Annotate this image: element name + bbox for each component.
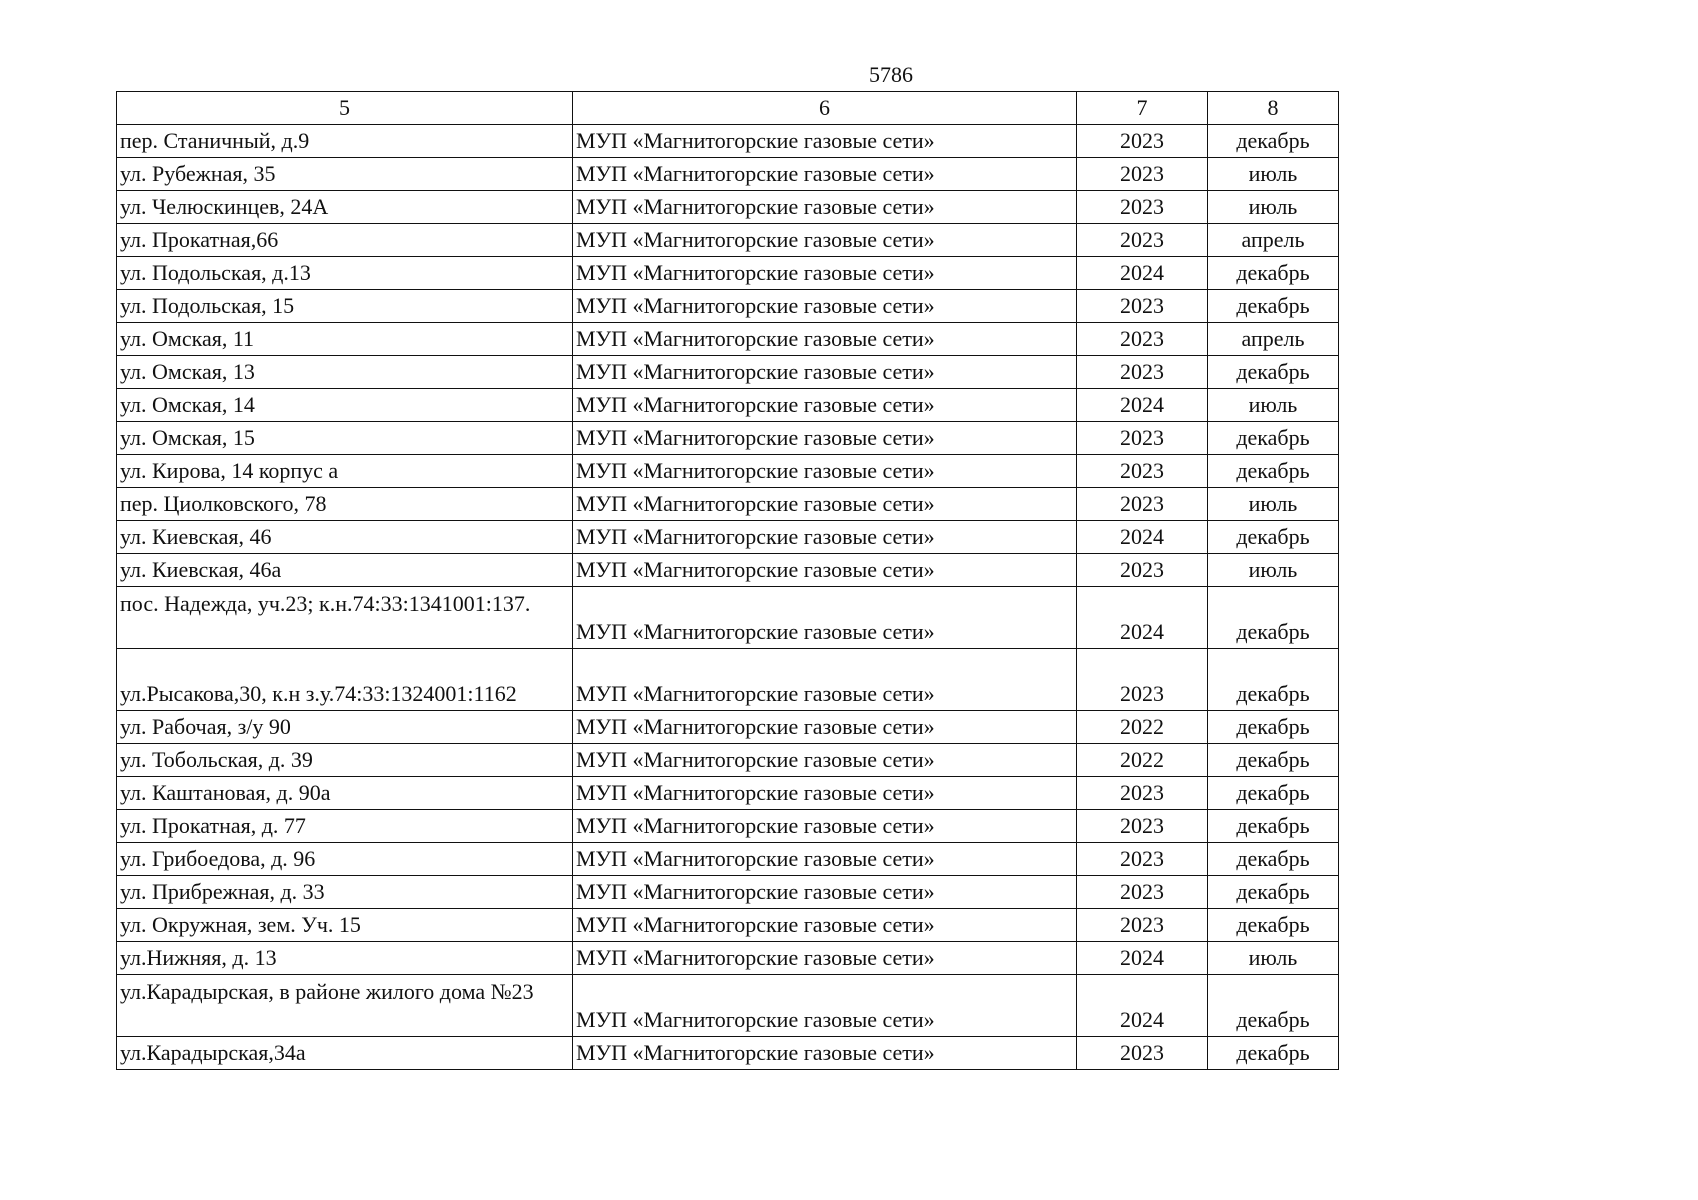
header-col-6: 6 [573, 92, 1077, 125]
cell-month: декабрь [1208, 909, 1339, 942]
cell-organization: МУП «Магнитогорские газовые сети» [573, 843, 1077, 876]
cell-address: ул.Карадырская, в районе жилого дома №23 [117, 975, 573, 1037]
cell-month: декабрь [1208, 125, 1339, 158]
cell-organization: МУП «Магнитогорские газовые сети» [573, 389, 1077, 422]
cell-year: 2023 [1077, 909, 1208, 942]
table-row [117, 422, 1339, 455]
cell-address: ул. Киевская, 46а [117, 554, 573, 587]
cell-organization: МУП «Магнитогорские газовые сети» [573, 587, 1077, 649]
cell-organization: МУП «Магнитогорские газовые сети» [573, 257, 1077, 290]
table-body [117, 92, 1339, 1070]
cell-month: декабрь [1208, 876, 1339, 909]
table-row [117, 125, 1339, 158]
cell-address: ул. Прибрежная, д. 33 [117, 876, 573, 909]
table-row [117, 649, 1339, 711]
cell-year: 2023 [1077, 191, 1208, 224]
cell-address: ул. Прокатная, д. 77 [117, 810, 573, 843]
cell-address: пос. Надежда, уч.23; к.н.74:33:1341001:137. [117, 587, 573, 649]
cell-month: декабрь [1208, 777, 1339, 810]
cell-organization: МУП «Магнитогорские газовые сети» [573, 975, 1077, 1037]
table-row [117, 810, 1339, 843]
table-row [117, 843, 1339, 876]
cell-address: ул. Каштановая, д. 90а [117, 777, 573, 810]
cell-month: декабрь [1208, 649, 1339, 711]
cell-address: ул. Омская, 13 [117, 356, 573, 389]
table-row [117, 975, 1339, 1037]
cell-year: 2024 [1077, 389, 1208, 422]
cell-organization: МУП «Магнитогорские газовые сети» [573, 224, 1077, 257]
cell-address: ул.Нижняя, д. 13 [117, 942, 573, 975]
cell-year: 2023 [1077, 422, 1208, 455]
cell-address: ул. Прокатная,66 [117, 224, 573, 257]
cell-month: декабрь [1208, 257, 1339, 290]
cell-year: 2024 [1077, 942, 1208, 975]
table-row [117, 488, 1339, 521]
table-row [117, 909, 1339, 942]
cell-organization: МУП «Магнитогорские газовые сети» [573, 909, 1077, 942]
cell-organization: МУП «Магнитогорские газовые сети» [573, 777, 1077, 810]
table-row [117, 744, 1339, 777]
cell-year: 2024 [1077, 257, 1208, 290]
cell-address: ул. Тобольская, д. 39 [117, 744, 573, 777]
cell-month: декабрь [1208, 744, 1339, 777]
cell-month: апрель [1208, 224, 1339, 257]
cell-address: ул. Омская, 11 [117, 323, 573, 356]
table-row [117, 290, 1339, 323]
cell-organization: МУП «Магнитогорские газовые сети» [573, 158, 1077, 191]
cell-year: 2024 [1077, 975, 1208, 1037]
cell-address: ул. Подольская, д.13 [117, 257, 573, 290]
cell-organization: МУП «Магнитогорские газовые сети» [573, 876, 1077, 909]
cell-organization: МУП «Магнитогорские газовые сети» [573, 323, 1077, 356]
table-row [117, 521, 1339, 554]
cell-year: 2023 [1077, 224, 1208, 257]
table-row [117, 554, 1339, 587]
table-row [117, 587, 1339, 649]
table-row [117, 455, 1339, 488]
cell-month: декабрь [1208, 422, 1339, 455]
cell-year: 2023 [1077, 843, 1208, 876]
cell-organization: МУП «Магнитогорские газовые сети» [573, 649, 1077, 711]
cell-year: 2023 [1077, 1037, 1208, 1070]
data-table [116, 91, 1339, 1070]
cell-year: 2023 [1077, 810, 1208, 843]
cell-year: 2023 [1077, 356, 1208, 389]
table-row [117, 876, 1339, 909]
cell-organization: МУП «Магнитогорские газовые сети» [573, 125, 1077, 158]
cell-organization: МУП «Магнитогорские газовые сети» [573, 455, 1077, 488]
cell-organization: МУП «Магнитогорские газовые сети» [573, 290, 1077, 323]
table-row [117, 257, 1339, 290]
cell-month: декабрь [1208, 290, 1339, 323]
table-row [117, 389, 1339, 422]
table-row [117, 323, 1339, 356]
cell-month: июль [1208, 158, 1339, 191]
cell-organization: МУП «Магнитогорские газовые сети» [573, 810, 1077, 843]
cell-year: 2023 [1077, 158, 1208, 191]
cell-organization: МУП «Магнитогорские газовые сети» [573, 488, 1077, 521]
cell-month: июль [1208, 488, 1339, 521]
cell-organization: МУП «Магнитогорские газовые сети» [573, 422, 1077, 455]
cell-month: июль [1208, 554, 1339, 587]
cell-year: 2023 [1077, 455, 1208, 488]
cell-address: ул. Грибоедова, д. 96 [117, 843, 573, 876]
page-number: 5786 [869, 62, 913, 87]
cell-organization: МУП «Магнитогорские газовые сети» [573, 521, 1077, 554]
cell-month: июль [1208, 389, 1339, 422]
cell-organization: МУП «Магнитогорские газовые сети» [573, 744, 1077, 777]
cell-year: 2024 [1077, 521, 1208, 554]
table-row [117, 1037, 1339, 1070]
cell-address: ул. Омская, 15 [117, 422, 573, 455]
cell-year: 2023 [1077, 554, 1208, 587]
cell-address: ул. Окружная, зем. Уч. 15 [117, 909, 573, 942]
cell-address: ул. Кирова, 14 корпус а [117, 455, 573, 488]
cell-year: 2023 [1077, 125, 1208, 158]
cell-year: 2023 [1077, 649, 1208, 711]
cell-address: ул. Омская, 14 [117, 389, 573, 422]
cell-year: 2023 [1077, 290, 1208, 323]
cell-address: пер. Циолковского, 78 [117, 488, 573, 521]
table-row [117, 711, 1339, 744]
table-row [117, 191, 1339, 224]
cell-month: июль [1208, 942, 1339, 975]
cell-year: 2023 [1077, 488, 1208, 521]
cell-year: 2023 [1077, 777, 1208, 810]
cell-organization: МУП «Магнитогорские газовые сети» [573, 711, 1077, 744]
cell-month: декабрь [1208, 587, 1339, 649]
cell-month: декабрь [1208, 356, 1339, 389]
cell-year: 2022 [1077, 744, 1208, 777]
cell-month: декабрь [1208, 810, 1339, 843]
cell-organization: МУП «Магнитогорские газовые сети» [573, 356, 1077, 389]
header-col-8: 8 [1208, 92, 1339, 125]
table-row [117, 777, 1339, 810]
cell-address: пер. Станичный, д.9 [117, 125, 573, 158]
cell-month: декабрь [1208, 455, 1339, 488]
header-col-7: 7 [1077, 92, 1208, 125]
header-col-5: 5 [117, 92, 573, 125]
cell-address: ул.Рысакова,30, к.н з.у.74:33:1324001:1162 [117, 649, 573, 711]
cell-month: декабрь [1208, 521, 1339, 554]
cell-month: апрель [1208, 323, 1339, 356]
cell-month: декабрь [1208, 843, 1339, 876]
table-header-row [117, 92, 1339, 125]
table-row [117, 942, 1339, 975]
cell-organization: МУП «Магнитогорские газовые сети» [573, 1037, 1077, 1070]
cell-month: декабрь [1208, 1037, 1339, 1070]
cell-address: ул. Подольская, 15 [117, 290, 573, 323]
cell-year: 2023 [1077, 876, 1208, 909]
cell-month: декабрь [1208, 975, 1339, 1037]
cell-organization: МУП «Магнитогорские газовые сети» [573, 942, 1077, 975]
cell-address: ул. Челюскинцев, 24А [117, 191, 573, 224]
cell-organization: МУП «Магнитогорские газовые сети» [573, 554, 1077, 587]
table-row [117, 356, 1339, 389]
cell-year: 2024 [1077, 587, 1208, 649]
table-row [117, 158, 1339, 191]
table-row [117, 224, 1339, 257]
cell-month: июль [1208, 191, 1339, 224]
cell-year: 2022 [1077, 711, 1208, 744]
cell-address: ул. Рубежная, 35 [117, 158, 573, 191]
cell-month: декабрь [1208, 711, 1339, 744]
cell-address: ул.Карадырская,34а [117, 1037, 573, 1070]
cell-year: 2023 [1077, 323, 1208, 356]
cell-address: ул. Киевская, 46 [117, 521, 573, 554]
cell-organization: МУП «Магнитогорские газовые сети» [573, 191, 1077, 224]
cell-address: ул. Рабочая, з/у 90 [117, 711, 573, 744]
